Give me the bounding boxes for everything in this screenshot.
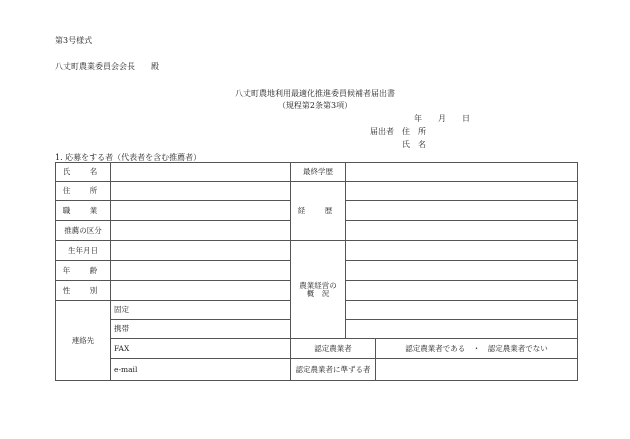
certified-farmer-header: 認定農業者	[291, 339, 376, 359]
name-header: 氏 名	[56, 163, 111, 182]
career-header: 経 歴	[291, 182, 346, 241]
date-line: 年 月 日	[414, 114, 470, 123]
farming-status-input-5[interactable]	[346, 320, 578, 339]
fax-cell[interactable]: FAX	[111, 339, 291, 359]
address-header: 住 所	[56, 182, 111, 201]
table-row	[56, 182, 578, 201]
address-input[interactable]	[111, 182, 291, 201]
career-input-3[interactable]	[346, 221, 578, 241]
contact-header: 連絡先	[56, 301, 111, 381]
farming-status-header	[291, 241, 346, 339]
age-header: 年 齢	[56, 261, 111, 281]
recommendation-type-header: 推薦の区分	[56, 221, 111, 241]
career-input-1[interactable]	[346, 182, 578, 201]
farming-status-line2: 概 況	[306, 288, 330, 298]
occupation-input[interactable]	[111, 201, 291, 221]
farming-status-input-2[interactable]	[346, 261, 578, 281]
address-label: 住 所	[402, 127, 426, 136]
table-row	[56, 359, 578, 381]
farming-status-input-4[interactable]	[346, 301, 578, 320]
table-row	[56, 241, 578, 261]
table-row	[56, 339, 578, 359]
quasi-certified-farmer-input[interactable]	[376, 359, 578, 381]
age-input[interactable]	[111, 261, 291, 281]
recommendation-type-input[interactable]	[111, 221, 291, 241]
name-label: 氏 名	[402, 140, 426, 149]
submitter-label: 届出者	[370, 127, 394, 136]
addressee: 八丈町農業委員会会長 殿	[55, 62, 159, 71]
landline-cell[interactable]: 固定	[111, 301, 291, 320]
section-heading: 1. 応募をする者（代表者を含む推薦者）	[55, 153, 202, 162]
occupation-header: 職 業	[56, 201, 111, 221]
mobile-cell[interactable]: 携帯	[111, 320, 291, 339]
birth-date-header: 生年月日	[56, 241, 111, 261]
quasi-certified-farmer-header: 認定農業者に準ずる者	[291, 359, 376, 381]
education-header: 最終学歴	[291, 163, 346, 182]
farming-status-input-1[interactable]	[346, 241, 578, 261]
document-title: 八丈町農地利用最適化推進委員候補者届出書	[235, 89, 395, 98]
application-table	[55, 162, 578, 381]
education-input[interactable]	[346, 163, 578, 182]
name-input[interactable]	[111, 163, 291, 182]
gender-header: 性 別	[56, 281, 111, 301]
certified-farmer-options[interactable]: 認定農業者である ・ 認定農業者でない	[376, 339, 578, 359]
document-subtitle: （規程第2条第3項）	[277, 101, 353, 110]
table-row	[56, 163, 578, 182]
email-cell[interactable]: e-mail	[111, 359, 291, 381]
form-number: 第3号様式	[55, 36, 93, 45]
farming-status-line1: 農業経営の	[299, 281, 337, 290]
career-input-2[interactable]	[346, 201, 578, 221]
farming-status-input-3[interactable]	[346, 281, 578, 301]
birth-date-input[interactable]	[111, 241, 291, 261]
gender-input[interactable]	[111, 281, 291, 301]
